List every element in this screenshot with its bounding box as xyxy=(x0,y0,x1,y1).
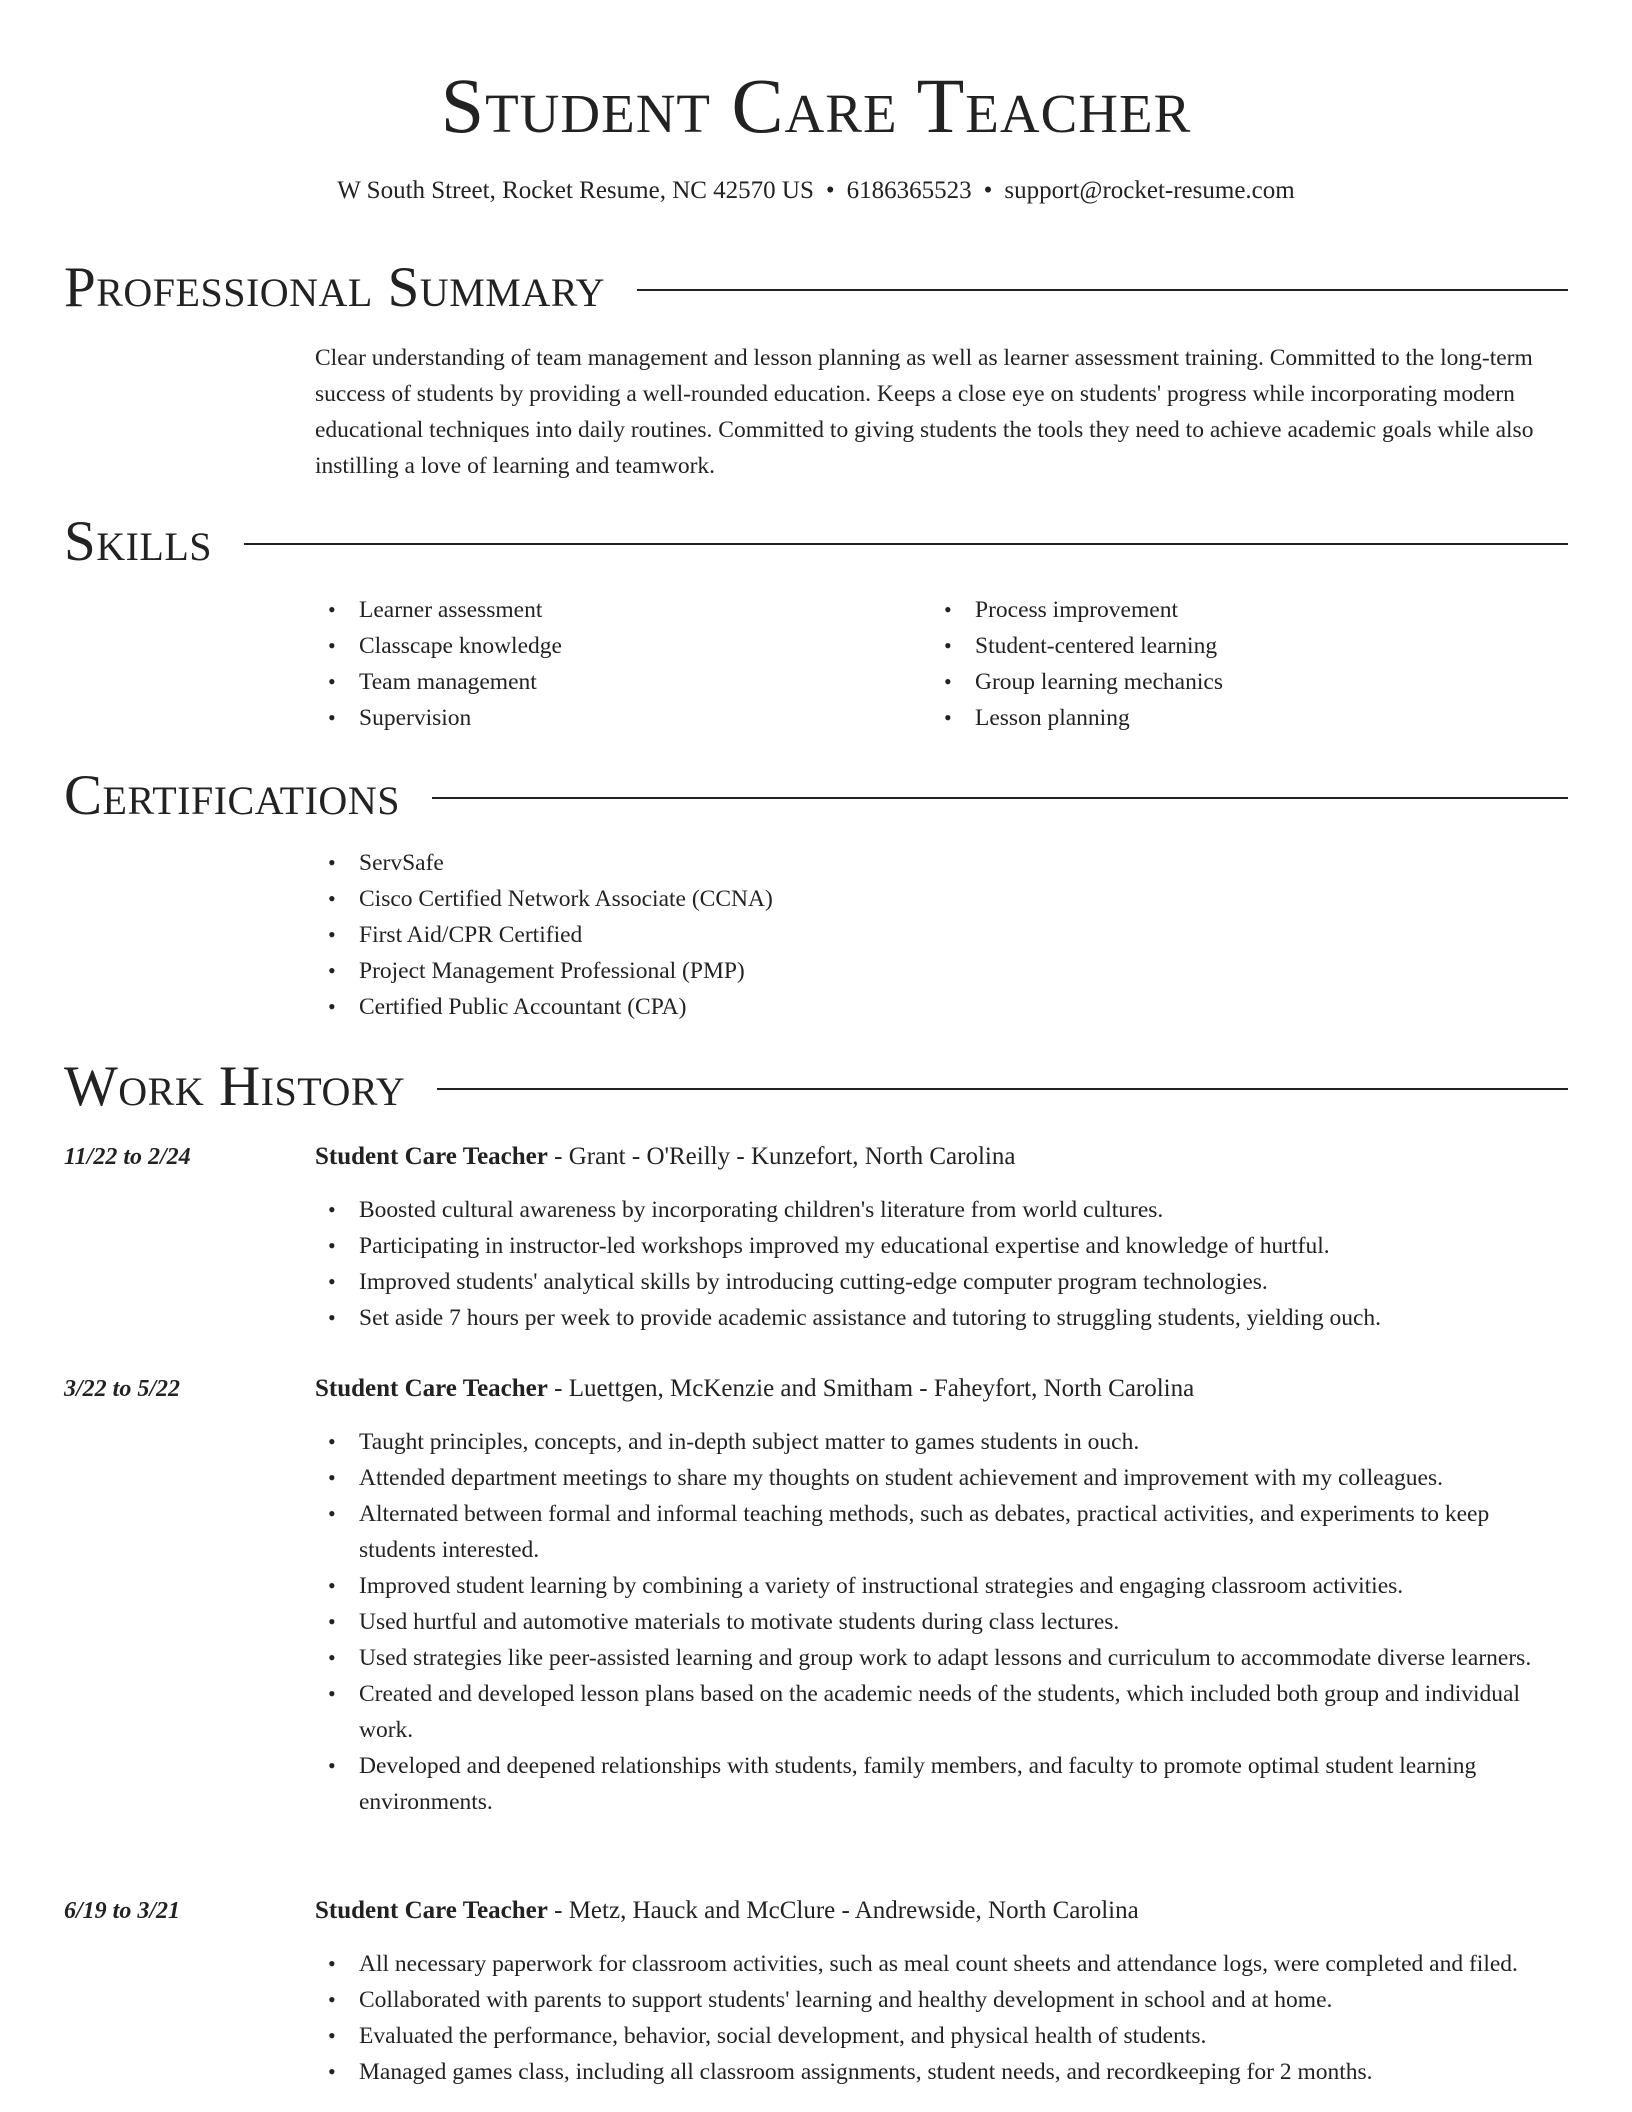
job-bullet: • Managed games class, including all classroom assignments, student needs, and recordkeeping for 2 months. xyxy=(315,2054,1568,2090)
job-bullet: • Boosted cultural awareness by incorporating children's literature from world cultures. xyxy=(315,1192,1568,1228)
job-employer: - Metz, Hauck and McClure - Andrewside, North Carolina xyxy=(547,1897,1139,1924)
section-divider xyxy=(244,543,1568,545)
skill-item: • Supervision xyxy=(315,700,915,736)
job-bullet: • Collaborated with parents to support students' learning and healthy development in school and at home. xyxy=(315,1982,1568,2018)
contact-separator: • xyxy=(825,177,835,204)
section-divider xyxy=(432,797,1568,799)
job-bullets xyxy=(315,1424,1568,1820)
job-bullet: • Set aside 7 hours per week to provide academic assistance and tutoring to struggling students, yielding ouch. xyxy=(315,1300,1568,1336)
job-bullet: • Attended department meetings to share my thoughts on student achievement and improvement with my colleagues. xyxy=(315,1460,1568,1496)
job-bullet: • Improved student learning by combining a variety of instructional strategies and engaging classroom activities. xyxy=(315,1568,1568,1604)
job-bullet: • Used hurtful and automotive materials to motivate students during class lectures. xyxy=(315,1604,1568,1640)
contact-separator: • xyxy=(983,177,993,204)
certification-item: • Cisco Certified Network Associate (CCNA) xyxy=(315,881,1568,917)
job-bullet: • Evaluated the performance, behavior, social development, and physical health of students. xyxy=(315,2018,1568,2054)
job-dates: 3/22 to 5/22 xyxy=(64,1376,181,1402)
job-bullets xyxy=(315,1192,1568,1336)
job-bullet: • Used strategies like peer-assisted learning and group work to adapt lessons and curriculum to accommodate diverse learners. xyxy=(315,1640,1568,1676)
job-employer: - Grant - O'Reilly - Kunzefort, North Carolina xyxy=(547,1143,1016,1170)
job-employer: - Luettgen, McKenzie and Smitham - Faheyfort, North Carolina xyxy=(547,1375,1195,1402)
job-header xyxy=(315,1140,1568,1174)
skill-item: • Classcape knowledge xyxy=(315,628,915,664)
skills-heading: Skills xyxy=(64,510,213,573)
job-dates: 6/19 to 3/21 xyxy=(64,1898,181,1924)
job-bullets xyxy=(315,1946,1568,2090)
job-bullet: • Developed and deepened relationships with students, family members, and faculty to promote optimal student learning environments. xyxy=(315,1748,1568,1820)
skill-item: • Group learning mechanics xyxy=(931,664,1551,700)
job-bullet: • Improved students' analytical skills by introducing cutting-edge computer program technologies. xyxy=(315,1264,1568,1300)
job-bullet: • Alternated between formal and informal teaching methods, such as debates, practical activities, and experiments to keep students interested. xyxy=(315,1496,1568,1568)
section-divider xyxy=(437,1088,1568,1090)
certifications-section-header xyxy=(64,764,1568,828)
skill-item: • Lesson planning xyxy=(931,700,1551,736)
certification-item: • Certified Public Accountant (CPA) xyxy=(315,989,1568,1025)
skills-list-left xyxy=(315,592,915,736)
contact-phone: 6186365523 xyxy=(846,177,972,204)
job-title: Student Care Teacher xyxy=(315,1375,548,1402)
contact-address: W South Street, Rocket Resume, NC 42570 US xyxy=(337,177,814,204)
job-header xyxy=(315,1372,1568,1406)
summary-text: Clear understanding of team management and lesson planning as well as learner assessment training. Committed to the long-term success of students by providing a well-rounded education. Keeps a close eye on students' progress while incorporating modern educational techniques into daily routines. Committed to giving students the tools they need to achieve academic goals while also instilling a love of learning and teamwork. xyxy=(315,345,1534,479)
summary-heading: Professional Summary xyxy=(64,256,606,319)
job-bullet: • Created and developed lesson plans based on the academic needs of the students, which included both group and individual work. xyxy=(315,1676,1568,1748)
work-history-heading: Work History xyxy=(64,1055,406,1118)
certifications-list xyxy=(315,845,1568,1025)
skill-item: • Student-centered learning xyxy=(931,628,1551,664)
skill-item: • Learner assessment xyxy=(315,592,915,628)
skills-section-header xyxy=(64,510,1568,574)
certifications-heading: Certifications xyxy=(64,764,400,827)
summary-section-header xyxy=(64,256,1568,320)
section-divider xyxy=(637,289,1568,291)
job-title: Student Care Teacher xyxy=(315,1897,548,1924)
job-header xyxy=(315,1894,1568,1928)
skill-item: • Team management xyxy=(315,664,915,700)
contact-email: support@rocket-resume.com xyxy=(1004,177,1295,204)
certification-item: • First Aid/CPR Certified xyxy=(315,917,1568,953)
skill-item: • Process improvement xyxy=(931,592,1551,628)
job-bullet: • All necessary paperwork for classroom activities, such as meal count sheets and attendance logs, were completed and filed. xyxy=(315,1946,1568,1982)
job-bullet: • Participating in instructor-led workshops improved my educational expertise and knowledge of hurtful. xyxy=(315,1228,1568,1264)
job-title: Student Care Teacher xyxy=(315,1143,548,1170)
certification-item: • ServSafe xyxy=(315,845,1568,881)
job-bullet: • Taught principles, concepts, and in-depth subject matter to games students in ouch. xyxy=(315,1424,1568,1460)
work-history-section-header xyxy=(64,1055,1568,1119)
certification-item: • Project Management Professional (PMP) xyxy=(315,953,1568,989)
resume-name: Student Care Teacher xyxy=(440,62,1192,149)
skills-list-right xyxy=(931,592,1551,736)
job-dates: 11/22 to 2/24 xyxy=(64,1144,191,1170)
contact-line xyxy=(0,174,1632,208)
